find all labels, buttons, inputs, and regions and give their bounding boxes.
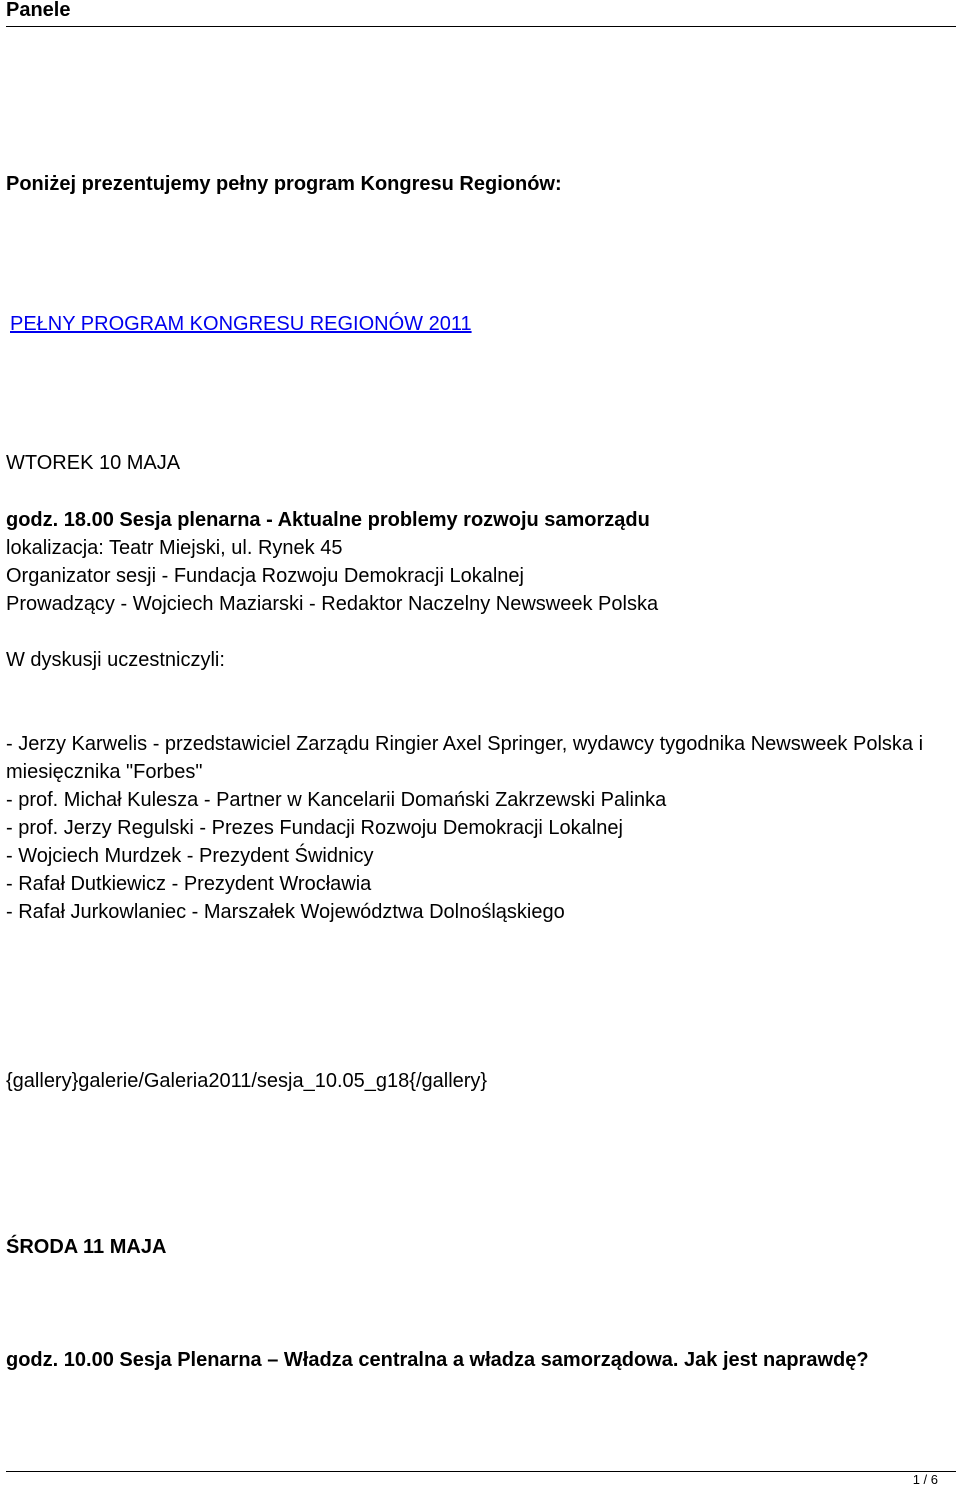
participant-item: - Wojciech Murdzek - Prezydent Świdnicy <box>6 845 374 867</box>
participant-item: - prof. Michał Kulesza - Partner w Kancelarii Domański Zakrzewski Palinka <box>6 789 667 811</box>
participant-item: - Jerzy Karwelis - przedstawiciel Zarządu Ringier Axel Springer, wydawcy tygodnika Newsweek Polska i miesięcznika "Forbes" <box>6 733 924 783</box>
participant-item: - prof. Jerzy Regulski - Prezes Fundacji Rozwoju Demokracji Lokalnej <box>6 817 623 839</box>
day-heading-tuesday: WTOREK 10 MAJA <box>6 452 181 474</box>
session-organizer: Organizator sesji - Fundacja Rozwoju Demokracji Lokalnej <box>6 565 524 587</box>
page-number: 1 / 6 <box>912 1472 938 1487</box>
participants-label: W dyskusji uczestniczyli: <box>6 649 225 671</box>
header-divider <box>6 26 956 27</box>
session-moderator: Prowadzący - Wojciech Maziarski - Redaktor Naczelny Newsweek Polska <box>6 593 659 615</box>
full-program-link[interactable]: PEŁNY PROGRAM KONGRESU REGIONÓW 2011 <box>10 313 472 335</box>
page-header-title: Panele <box>6 0 71 21</box>
participant-item: - Rafał Jurkowlaniec - Marszałek Województwa Dolnośląskiego <box>6 901 565 923</box>
session-title-wednesday: godz. 10.00 Sesja Plenarna – Władza centralna a władza samorządowa. Jak jest naprawdę? <box>6 1349 869 1371</box>
gallery-placeholder: {gallery}galerie/Galeria2011/sesja_10.05_g18{/gallery} <box>6 1070 488 1092</box>
participants-list <box>6 730 936 926</box>
day-heading-wednesday: ŚRODA 11 MAJA <box>6 1236 167 1258</box>
participant-item: - Rafał Dutkiewicz - Prezydent Wrocławia <box>6 873 372 895</box>
session-title-tuesday: godz. 18.00 Sesja plenarna - Aktualne problemy rozwoju samorządu <box>6 509 650 531</box>
footer-divider <box>6 1471 956 1472</box>
intro-text: Poniżej prezentujemy pełny program Kongresu Regionów: <box>6 173 562 195</box>
session-location: lokalizacja: Teatr Miejski, ul. Rynek 45 <box>6 537 343 559</box>
